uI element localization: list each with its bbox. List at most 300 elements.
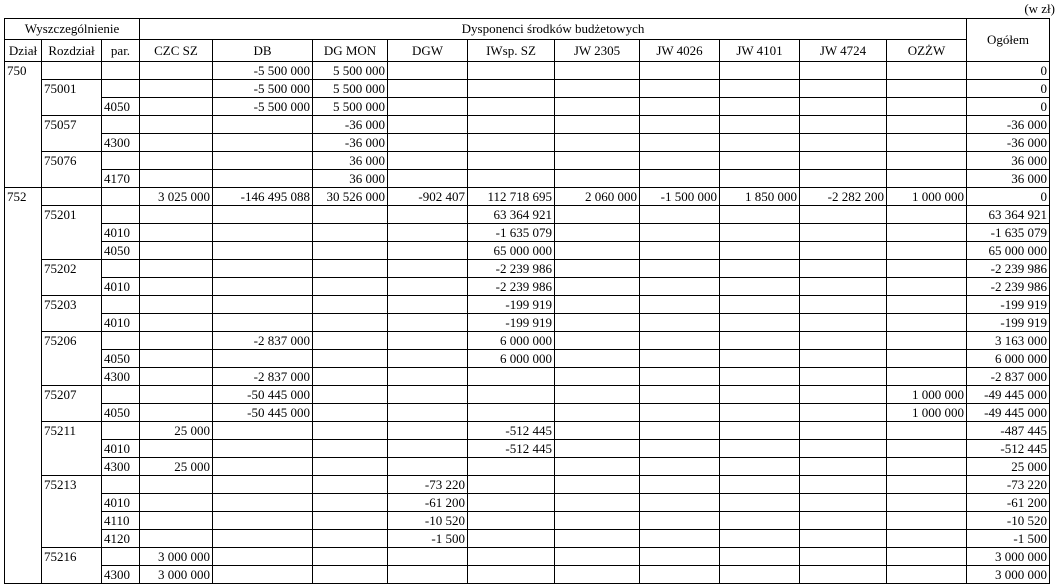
cell-value: 6 000 000 (468, 350, 555, 368)
cell-value (720, 494, 800, 512)
cell-rozdzial (42, 494, 102, 512)
cell-value (800, 80, 887, 98)
cell-value (213, 350, 313, 368)
cell-total: -512 445 (967, 440, 1050, 458)
cell-value (213, 134, 313, 152)
cell-value (720, 422, 800, 440)
cell-par (102, 332, 140, 350)
cell-value (887, 476, 967, 494)
cell-value (640, 458, 720, 476)
cell-value (640, 80, 720, 98)
cell-value (388, 458, 468, 476)
cell-value (887, 512, 967, 530)
cell-value (640, 170, 720, 188)
cell-value (800, 350, 887, 368)
cell-value (640, 332, 720, 350)
cell-value (720, 242, 800, 260)
cell-value (887, 422, 967, 440)
cell-value (140, 116, 213, 134)
cell-total: -199 919 (967, 314, 1050, 332)
cell-value: -50 445 000 (213, 386, 313, 404)
cell-value: -2 837 000 (213, 332, 313, 350)
cell-value (887, 548, 967, 566)
cell-value (800, 206, 887, 224)
table-row (5, 440, 1050, 458)
cell-value (313, 332, 388, 350)
cell-total: 3 163 000 (967, 332, 1050, 350)
cell-value (640, 530, 720, 548)
cell-par (102, 386, 140, 404)
cell-value (887, 260, 967, 278)
cell-value (720, 458, 800, 476)
cell-value: 25 000 (140, 458, 213, 476)
cell-value (213, 206, 313, 224)
cell-value: -5 500 000 (213, 80, 313, 98)
cell-value (800, 170, 887, 188)
table-row (5, 296, 1050, 314)
cell-value (468, 458, 555, 476)
cell-value: -50 445 000 (213, 404, 313, 422)
cell-value (388, 386, 468, 404)
cell-value (388, 98, 468, 116)
cell-value (720, 170, 800, 188)
cell-value: -1 500 000 (640, 188, 720, 206)
cell-rozdzial (42, 314, 102, 332)
cell-value (468, 98, 555, 116)
cell-par (102, 548, 140, 566)
cell-value (555, 116, 640, 134)
table-row (5, 80, 1050, 98)
cell-value: -5 500 000 (213, 98, 313, 116)
cell-value (800, 458, 887, 476)
header-rozdzial: Rozdział (42, 40, 102, 62)
cell-par: 4010 (102, 314, 140, 332)
cell-total: 65 000 000 (967, 242, 1050, 260)
cell-rozdzial: 75201 (42, 206, 102, 224)
cell-value (800, 116, 887, 134)
cell-total: -36 000 (967, 134, 1050, 152)
cell-dzial (5, 368, 42, 386)
cell-value: -512 445 (468, 440, 555, 458)
cell-total: 0 (967, 62, 1050, 80)
cell-total: -487 445 (967, 422, 1050, 440)
cell-value: -2 837 000 (213, 368, 313, 386)
cell-dzial (5, 512, 42, 530)
cell-par: 4300 (102, 566, 140, 584)
cell-value (313, 224, 388, 242)
cell-dzial (5, 566, 42, 584)
cell-dzial (5, 134, 42, 152)
cell-value (213, 494, 313, 512)
cell-par: 4010 (102, 440, 140, 458)
header-column: DB (213, 40, 313, 62)
cell-rozdzial: 75203 (42, 296, 102, 314)
cell-value (388, 296, 468, 314)
cell-value (640, 260, 720, 278)
cell-value (800, 278, 887, 296)
cell-value: -2 282 200 (800, 188, 887, 206)
header-column: JW 4724 (800, 40, 887, 62)
cell-value (640, 566, 720, 584)
cell-value (640, 242, 720, 260)
header-column: JW 2305 (555, 40, 640, 62)
cell-dzial (5, 260, 42, 278)
table-row (5, 260, 1050, 278)
cell-par (102, 116, 140, 134)
cell-value (140, 206, 213, 224)
cell-total: -2 239 986 (967, 278, 1050, 296)
header-par: par. (102, 40, 140, 62)
cell-value (555, 458, 640, 476)
cell-value (800, 440, 887, 458)
cell-value (140, 242, 213, 260)
cell-value (555, 314, 640, 332)
cell-rozdzial (42, 530, 102, 548)
cell-value (887, 332, 967, 350)
cell-value (388, 422, 468, 440)
cell-value (640, 476, 720, 494)
cell-value (313, 260, 388, 278)
cell-par (102, 188, 140, 206)
cell-value (313, 404, 388, 422)
cell-value (800, 224, 887, 242)
cell-value (388, 152, 468, 170)
cell-par: 4300 (102, 458, 140, 476)
cell-total: 36 000 (967, 170, 1050, 188)
cell-value (555, 260, 640, 278)
cell-value (555, 566, 640, 584)
cell-value (555, 440, 640, 458)
cell-value (468, 512, 555, 530)
cell-value (555, 62, 640, 80)
cell-rozdzial: 75001 (42, 80, 102, 98)
table-body (5, 62, 1050, 584)
header-column: DG MON (313, 40, 388, 62)
cell-par: 4010 (102, 278, 140, 296)
cell-value (720, 476, 800, 494)
cell-value: -36 000 (313, 116, 388, 134)
cell-value (887, 152, 967, 170)
cell-value: -512 445 (468, 422, 555, 440)
cell-value (213, 278, 313, 296)
cell-value (213, 476, 313, 494)
cell-value (887, 458, 967, 476)
cell-value: -2 239 986 (468, 278, 555, 296)
cell-dzial (5, 440, 42, 458)
cell-value (800, 242, 887, 260)
cell-value (468, 386, 555, 404)
cell-rozdzial (42, 134, 102, 152)
cell-value (555, 278, 640, 296)
cell-rozdzial (42, 404, 102, 422)
cell-rozdzial (42, 224, 102, 242)
cell-value (388, 440, 468, 458)
cell-value (313, 368, 388, 386)
cell-dzial (5, 530, 42, 548)
table-row (5, 224, 1050, 242)
cell-value (640, 152, 720, 170)
cell-dzial (5, 152, 42, 170)
cell-par: 4170 (102, 170, 140, 188)
table-row (5, 494, 1050, 512)
cell-par (102, 260, 140, 278)
cell-value (887, 566, 967, 584)
cell-value (213, 440, 313, 458)
cell-rozdzial: 75211 (42, 422, 102, 440)
cell-rozdzial: 75216 (42, 548, 102, 566)
cell-value: 3 000 000 (140, 548, 213, 566)
cell-value (640, 134, 720, 152)
cell-value (720, 278, 800, 296)
cell-value (213, 314, 313, 332)
cell-value: 63 364 921 (468, 206, 555, 224)
cell-value (313, 440, 388, 458)
table-row (5, 242, 1050, 260)
cell-value (800, 548, 887, 566)
cell-rozdzial: 75057 (42, 116, 102, 134)
table-row (5, 332, 1050, 350)
cell-value (887, 224, 967, 242)
cell-value (887, 350, 967, 368)
cell-value (640, 350, 720, 368)
cell-rozdzial (42, 440, 102, 458)
cell-rozdzial (42, 188, 102, 206)
cell-rozdzial (42, 566, 102, 584)
cell-value (388, 350, 468, 368)
cell-value (388, 404, 468, 422)
table-row (5, 314, 1050, 332)
cell-value (388, 314, 468, 332)
cell-value (720, 134, 800, 152)
table-row (5, 512, 1050, 530)
cell-value (213, 422, 313, 440)
cell-value (800, 260, 887, 278)
budget-table (4, 18, 1050, 584)
table-row (5, 422, 1050, 440)
cell-value (800, 62, 887, 80)
cell-value (313, 548, 388, 566)
cell-value: -10 520 (388, 512, 468, 530)
table-row (5, 476, 1050, 494)
cell-value (388, 368, 468, 386)
cell-value (140, 530, 213, 548)
cell-rozdzial (42, 62, 102, 80)
cell-dzial (5, 386, 42, 404)
cell-value (720, 512, 800, 530)
cell-value: 5 500 000 (313, 80, 388, 98)
cell-value (887, 278, 967, 296)
cell-value (640, 296, 720, 314)
cell-value (640, 422, 720, 440)
cell-value (887, 62, 967, 80)
cell-value (800, 368, 887, 386)
cell-value (555, 422, 640, 440)
header-ogolem: Ogółem (967, 19, 1050, 62)
cell-value (388, 206, 468, 224)
table-row (5, 530, 1050, 548)
cell-par: 4050 (102, 242, 140, 260)
cell-par: 4300 (102, 368, 140, 386)
cell-value (468, 62, 555, 80)
cell-value (140, 134, 213, 152)
cell-rozdzial (42, 170, 102, 188)
cell-value (800, 98, 887, 116)
cell-value (887, 494, 967, 512)
cell-value (887, 134, 967, 152)
cell-value: 65 000 000 (468, 242, 555, 260)
cell-value (640, 206, 720, 224)
cell-value (720, 152, 800, 170)
cell-dzial (5, 116, 42, 134)
cell-value: 112 718 695 (468, 188, 555, 206)
cell-value (640, 548, 720, 566)
cell-value (887, 296, 967, 314)
cell-value (720, 314, 800, 332)
cell-value (213, 512, 313, 530)
cell-dzial (5, 98, 42, 116)
cell-value (640, 368, 720, 386)
cell-par (102, 80, 140, 98)
cell-value (555, 332, 640, 350)
cell-value: 3 025 000 (140, 188, 213, 206)
cell-value (555, 548, 640, 566)
cell-value (388, 332, 468, 350)
cell-total: -10 520 (967, 512, 1050, 530)
cell-par: 4050 (102, 404, 140, 422)
cell-dzial (5, 242, 42, 260)
cell-value (800, 134, 887, 152)
cell-value (640, 512, 720, 530)
cell-par: 4110 (102, 512, 140, 530)
cell-value (555, 206, 640, 224)
cell-value (388, 260, 468, 278)
cell-par: 4050 (102, 350, 140, 368)
cell-value (887, 368, 967, 386)
cell-value: 1 000 000 (887, 188, 967, 206)
cell-value (140, 332, 213, 350)
cell-value (720, 404, 800, 422)
cell-value (800, 152, 887, 170)
header-column: OZŻW (887, 40, 967, 62)
cell-value (640, 278, 720, 296)
cell-value (555, 170, 640, 188)
cell-total: 0 (967, 98, 1050, 116)
cell-value (800, 530, 887, 548)
cell-dzial (5, 332, 42, 350)
cell-value (720, 224, 800, 242)
cell-value (720, 260, 800, 278)
cell-value (887, 530, 967, 548)
cell-dzial (5, 278, 42, 296)
cell-par (102, 62, 140, 80)
cell-value (213, 152, 313, 170)
header-column: CZC SZ (140, 40, 213, 62)
cell-value (800, 404, 887, 422)
cell-value (468, 476, 555, 494)
cell-value (468, 80, 555, 98)
cell-value (313, 242, 388, 260)
cell-value: 5 500 000 (313, 62, 388, 80)
cell-value (720, 530, 800, 548)
cell-value (555, 224, 640, 242)
cell-value: -199 919 (468, 314, 555, 332)
cell-value (140, 368, 213, 386)
cell-par (102, 152, 140, 170)
cell-value (555, 476, 640, 494)
cell-value (140, 494, 213, 512)
table-row (5, 206, 1050, 224)
cell-value (388, 170, 468, 188)
cell-dzial (5, 170, 42, 188)
cell-value (640, 494, 720, 512)
cell-value (313, 458, 388, 476)
cell-value (140, 350, 213, 368)
cell-value: 3 000 000 (140, 566, 213, 584)
cell-value (555, 296, 640, 314)
cell-value (555, 134, 640, 152)
cell-value (213, 260, 313, 278)
cell-value (887, 170, 967, 188)
cell-total: 36 000 (967, 152, 1050, 170)
cell-dzial (5, 314, 42, 332)
cell-value (800, 512, 887, 530)
cell-par (102, 476, 140, 494)
header-wyszczegolnienie: Wyszczególnienie (5, 19, 140, 40)
cell-value (468, 152, 555, 170)
cell-value (313, 476, 388, 494)
cell-value (140, 62, 213, 80)
cell-rozdzial (42, 458, 102, 476)
cell-rozdzial (42, 98, 102, 116)
cell-value (720, 566, 800, 584)
cell-value: 30 526 000 (313, 188, 388, 206)
cell-value (213, 548, 313, 566)
cell-rozdzial (42, 350, 102, 368)
cell-total: -2 239 986 (967, 260, 1050, 278)
cell-value (213, 530, 313, 548)
cell-value (388, 548, 468, 566)
cell-value (555, 530, 640, 548)
cell-rozdzial: 75207 (42, 386, 102, 404)
cell-value (887, 116, 967, 134)
cell-value: -1 500 (388, 530, 468, 548)
cell-value (213, 566, 313, 584)
cell-value (213, 170, 313, 188)
cell-value (140, 98, 213, 116)
cell-total: -199 919 (967, 296, 1050, 314)
table-row (5, 134, 1050, 152)
cell-value (640, 440, 720, 458)
header-column: JW 4101 (720, 40, 800, 62)
table-row (5, 404, 1050, 422)
cell-value (140, 404, 213, 422)
table-row (5, 170, 1050, 188)
cell-value (640, 404, 720, 422)
cell-value (555, 512, 640, 530)
cell-par: 4300 (102, 134, 140, 152)
cell-total: 0 (967, 80, 1050, 98)
table-row (5, 350, 1050, 368)
cell-value (720, 368, 800, 386)
table-row (5, 152, 1050, 170)
table-row (5, 548, 1050, 566)
table-row (5, 368, 1050, 386)
cell-value (213, 224, 313, 242)
cell-dzial (5, 494, 42, 512)
cell-dzial (5, 206, 42, 224)
table-row (5, 98, 1050, 116)
cell-value (313, 530, 388, 548)
